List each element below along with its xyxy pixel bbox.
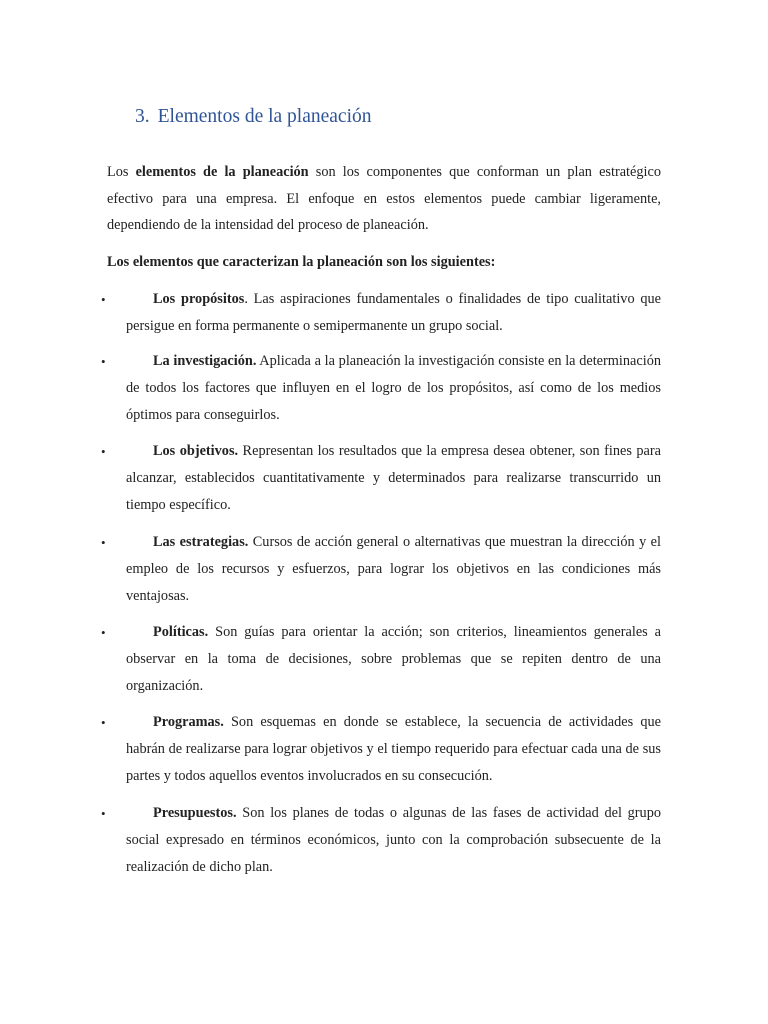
bullet-icon: • — [101, 444, 106, 459]
bullet-icon: • — [101, 625, 106, 640]
list-item-text — [126, 529, 661, 611]
list-lead-sentence: Los elementos que caracterizan la planeación son los siguientes: — [107, 254, 496, 270]
list-item-text — [126, 286, 661, 340]
list-item-term: La investigación. — [153, 353, 257, 369]
section-number: 3. — [135, 106, 150, 127]
bullet-icon: • — [101, 292, 106, 307]
intro-bold-term: elementos de la planeación — [135, 164, 309, 180]
list-item-description: Son los planes de todas o algunas de las fases de actividad del grupo social expresado en términos económicos, junto con la comprobación subsecuente de la realización de dicho plan. — [126, 805, 661, 876]
section-title: Elementos de la planeación — [157, 106, 372, 127]
list-item-description: Representan los resultados que la empresa desea obtener, son fines para alcanzar, establecidos cuantitativamente y determinados para realizarse transcurrido un tiempo específico. — [126, 443, 661, 514]
list-item-term: Los propósitos — [153, 291, 245, 307]
bullet-icon: • — [101, 715, 106, 730]
list-item-description: Aplicada a la planeación la investigación consiste en la determinación de todos los factores que influyen en el logro de los propósitos, así como de los medios óptimos para conseguirlos. — [126, 353, 661, 424]
list-item-term: Programas. — [153, 714, 224, 730]
intro-paragraph — [107, 159, 661, 239]
list-item-description: Cursos de acción general o alternativas que muestran la dirección y el empleo de los recursos y esfuerzos, para lograr los objetivos en las condiciones más ventajosas. — [126, 534, 661, 605]
list-item-description: Son esquemas en donde se establece, la secuencia de actividades que habrán de realizarse para lograr objetivos y el tiempo requerido para efectuar cada una de sus partes y todos aquellos eventos involucrados en su consecución. — [126, 714, 661, 785]
list-item-text — [126, 438, 661, 520]
bullet-icon: • — [101, 535, 106, 550]
intro-pre: Los — [107, 164, 136, 180]
list-item-text — [126, 800, 661, 882]
list-item-term: Las estrategias. — [153, 534, 249, 550]
list-item-term: Políticas. — [153, 624, 209, 640]
list-item-text — [126, 709, 661, 791]
list-item-term: Presupuestos. — [153, 805, 237, 821]
list-item-text — [126, 348, 661, 430]
list-item-description: Son guías para orientar la acción; son criterios, lineamientos generales a observar en la toma de decisiones, sobre problemas que se repiten dentro de una organización. — [126, 624, 661, 695]
list-item-term: Los objetivos. — [153, 443, 239, 459]
bullet-icon: • — [101, 806, 106, 821]
section-heading — [135, 106, 372, 128]
list-item-description: . Las aspiraciones fundamentales o finalidades de tipo cualitativo que persigue en forma permanente o semipermanente un grupo social. — [126, 291, 661, 335]
intro-post: son los componentes que conforman un plan estratégico efectivo para una empresa. El enfoque en estos elementos puede cambiar ligeramente, dependiendo de la intensidad del proceso de planeación. — [107, 164, 661, 233]
list-item-text — [126, 619, 661, 701]
bullet-icon: • — [101, 354, 106, 369]
